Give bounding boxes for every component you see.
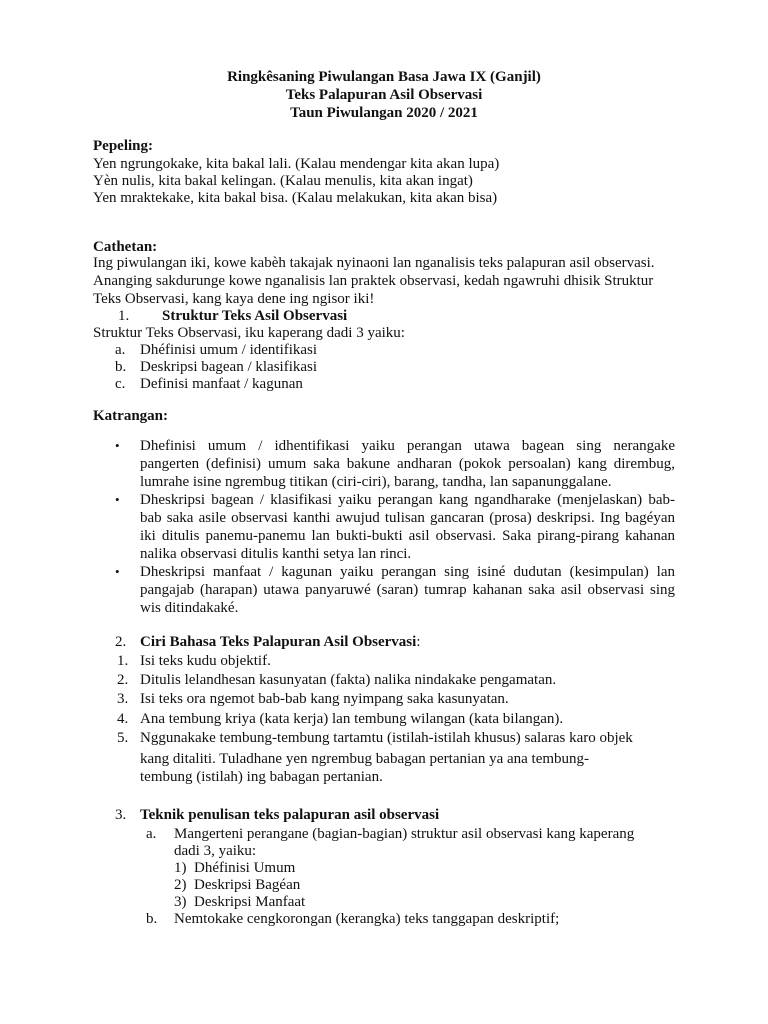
list-marker: 2. (117, 672, 129, 688)
section-number: 3. (115, 807, 127, 823)
list-item: Ditulis lelandhesan kasunyatan (fakta) nalika nindakake pengamatan. (140, 672, 557, 688)
sublist-marker: 3) (174, 894, 187, 910)
pepeling-line: Yèn nulis, kita bakal kelingan. (Kalau menulis, kita akan ingat) (93, 173, 473, 189)
list-marker: 5. (117, 730, 129, 746)
list-marker: 1. (117, 653, 129, 669)
cathetan-line: Ing piwulangan iki, kowe kabèh takajak nyinaoni lan nganalisis teks palapuran asil observasi. (93, 255, 655, 271)
cathetan-heading: Cathetan: (93, 239, 158, 255)
section-heading: Ciri Bahasa Teks Palapuran Asil Observasi: (140, 634, 421, 650)
section-number: 2. (115, 634, 127, 650)
section-heading: Teknik penulisan teks palapuran asil observasi (140, 807, 440, 823)
bullet-icon: • (115, 492, 120, 507)
list-item: Mangerteni perangane (bagian-bagian) struktur asil observasi kang kaperang (174, 826, 635, 842)
katrangan-heading: Katrangan: (93, 408, 168, 424)
list-item-continued: kang ditaliti. Tuladhane yen ngrembug babagan pertanian ya ana tembung- (140, 751, 590, 767)
doc-title: Ringkêsaning Piwulangan Basa Jawa IX (Ganjil) (227, 69, 541, 85)
section-intro: Struktur Teks Observasi, iku kaperang dadi 3 yaiku: (93, 325, 405, 341)
list-item-continued: dadi 3, yaiku: (174, 843, 257, 859)
bullet-icon: • (115, 438, 120, 453)
cathetan-line: Teks Observasi, kang kaya dene ing ngisor iki! (93, 291, 375, 307)
cathetan-line: Ananging sakdurunge kowe nganalisis lan praktek observasi, kedah ngawruhi dhisik Struktur (93, 273, 654, 289)
list-marker: b. (146, 911, 158, 927)
bullet-paragraph: Dheskripsi manfaat / kagunan yaiku perangan sing isiné dudutan (kesimpulan) lan pangajab (harapan) utawa panyaruwé (saran) tumrap kahanan saka asil observasi sing wis ditindakaké. (140, 564, 675, 616)
list-item: Isi teks kudu objektif. (140, 653, 271, 669)
section-heading: Struktur Teks Asil Observasi (162, 308, 348, 324)
list-item: Isi teks ora ngemot bab-bab kang nyimpang saka kasunyatan. (140, 691, 509, 707)
pepeling-line: Yen mraktekake, kita bakal bisa. (Kalau melakukan, kita akan bisa) (93, 190, 498, 206)
list-item: Nemtokake cengkorongan (kerangka) teks tanggapan deskriptif; (174, 911, 560, 927)
pepeling-heading: Pepeling: (93, 138, 153, 154)
list-marker: b. (115, 359, 127, 375)
doc-year: Taun Piwulangan 2020 / 2021 (290, 105, 478, 121)
doc-subtitle: Teks Palapuran Asil Observasi (285, 87, 483, 103)
list-item: Dhéfinisi umum / identifikasi (140, 342, 318, 358)
sublist-item: Deskripsi Bagéan (194, 877, 301, 893)
sublist-item: Deskripsi Manfaat (194, 894, 306, 910)
list-item: Deskripsi bagean / klasifikasi (140, 359, 318, 375)
bullet-icon: • (115, 564, 120, 579)
list-marker: 4. (117, 711, 129, 727)
list-item-continued: tembung (istilah) ing babagan pertanian. (140, 769, 383, 785)
list-marker: a. (115, 342, 126, 358)
list-marker: a. (146, 826, 157, 842)
sublist-item: Dhéfinisi Umum (194, 860, 296, 876)
section-number: 1. (118, 308, 130, 324)
bullet-paragraph: Dhefinisi umum / idhentifikasi yaiku perangan utawa bagean sing nerangake pangerten (definisi) umum saka bakune andharan (pokok persoalan) kang dirembug, lumrahe isine ngrembug titikan (ciri-ciri), barang, tandha, lan sapanunggalane. (140, 438, 675, 490)
bullet-paragraph: Dheskripsi bagean / klasifikasi yaiku perangan kang ngandharake (menjelaskan) bab- bab saka asile observasi kanthi awujud tulisan gancaran (prosa) deskripsi. Ing bagéyan iki ditulis panemu-panemu lan bukti-bukti asil observasi. Saka pirang-pirang kahanan nalika observasi ditulis kanthi setya lan rinci. (140, 492, 675, 562)
sublist-marker: 2) (174, 877, 187, 893)
pepeling-line: Yen ngrungokake, kita bakal lali. (Kalau mendengar kita akan lupa) (93, 156, 500, 172)
list-marker: 3. (117, 691, 129, 707)
list-item: Ana tembung kriya (kata kerja) lan tembung wilangan (kata bilangan). (140, 711, 564, 727)
sublist-marker: 1) (174, 860, 187, 876)
list-marker: c. (115, 376, 126, 392)
list-item: Nggunakake tembung-tembung tartamtu (istilah-istilah khusus) salaras karo objek (140, 730, 633, 746)
list-item: Definisi manfaat / kagunan (140, 376, 303, 392)
